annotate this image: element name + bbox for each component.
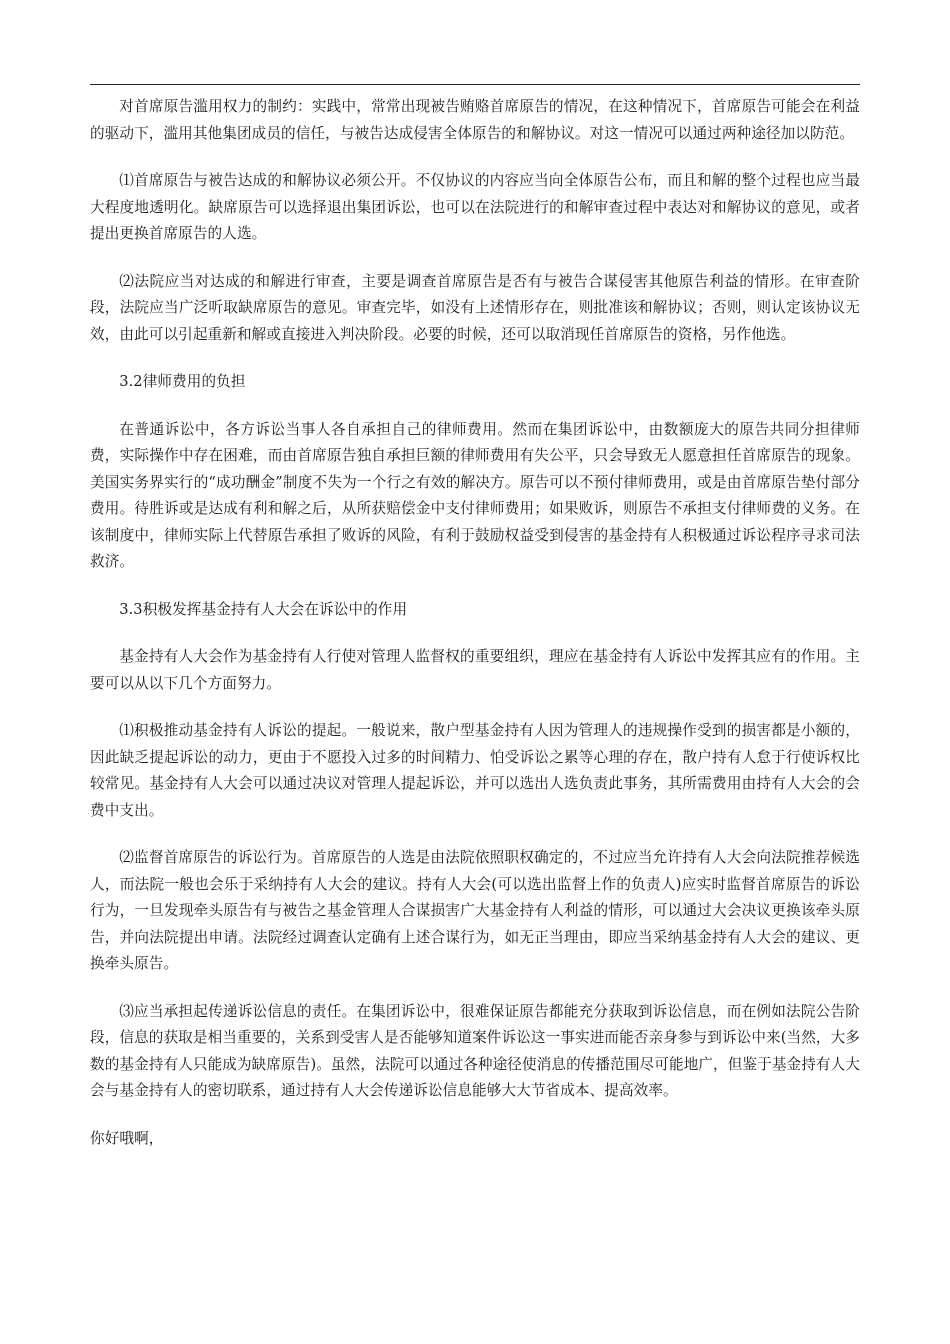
paragraph-lead-plaintiff-abuse: 对首席原告滥用权力的制约：实践中，常常出现被告贿赂首席原告的情况，在这种情况下，首席原告可能会在利益的驱动下，滥用其他集团成员的信任，与被告达成侵害全体原告的和解协议。对这一情况可以通过两种途径加以防范。 (90, 98, 860, 142)
section-heading-3-2: 3.2律师费用的负担 (119, 373, 246, 390)
paragraph-attorney-fees: 在普通诉讼中，各方诉讼当事人各自承担自己的律师费用。然而在集团诉讼中，由数额庞大的原告共同分担律师费，实际操作中存在困难，而由首席原告独自承担巨额的律师费用有失公平，只会导致无人愿意担任首席原告的现象。美国实务界实行的“成功酬金”制度不失为一个行之有效的解决方。原告可以不预付律师费用，或是由首席原告垫付部分费用。待胜诉或是达成有利和解之后，从所获赔偿金中支付律师费用；如果败诉，则原告不承担支付律师费的义务。在该制度中，律师实际上代替原告承担了败诉的风险，有利于鼓励权益受到侵害的基金持有人积极通过诉讼程序寻求司法救济。 (90, 420, 860, 570)
paragraph-holders-meeting-intro: 基金持有人大会作为基金持有人行使对管理人监督权的重要组织，理应在基金持有人诉讼中发挥其应有的作用。主要可以从以下几个方面努力。 (90, 648, 860, 692)
paragraph-supervise-lead-plaintiff: ⑵监督首席原告的诉讼行为。首席原告的人选是由法院依照职权确定的，不过应当允许持有人大会向法院推荐候选人，而法院一般也会乐于采纳持有人大会的建议。持有人大会(可以选出监督上作的负责人)应实时监督首席原告的诉讼行为，一旦发现牵头原告有与被告之基金管理人合谋损害广大基金持有人利益的情形，可以通过大会决议更换该牵头原告，并向法院提出申请。法院经过调查认定确有上述合谋行为，如无正当理由，即应当采纳基金持有人大会的建议、更换牵头原告。 (90, 849, 860, 972)
paragraph-court-review: ⑵法院应当对达成的和解进行审查，主要是调查首席原告是否有与被告合谋侵害其他原告利益的情形。在审查阶段，法院应当广泛听取缺席原告的意见。审查完毕，如没有上述情形存在，则批准该和解协议；否则，则认定该协议无效，由此可以引起重新和解或直接进入判决阶段。必要的时候，还可以取消现任首席原告的资格，另作他选。 (90, 272, 860, 343)
closing-line: 你好哦啊， (90, 1129, 164, 1147)
paragraph-promote-litigation: ⑴积极推动基金持有人诉讼的提起。一般说来，散户型基金持有人因为管理人的违规操作受到的损害都是小额的，因此缺乏提起诉讼的动力，更由于不愿投入过多的时间精力、怕受诉讼之累等心理的存在，散户持有人怠于行使诉权比较常见。基金持有人大会可以通过决议对管理人提起诉讼，并可以选出人选负责此事务，其所需费用由持有人大会的会费中支出。 (90, 722, 860, 819)
paragraph-settlement-disclosure: ⑴首席原告与被告达成的和解协议必须公开。不仅协议的内容应当向全体原告公布，而且和解的整个过程也应当最大程度地透明化。缺席原告可以选择退出集团诉讼，也可以在法院进行的和解审查过程中表达对和解协议的意见，或者提出更换首席原告的人选。 (90, 172, 860, 242)
document-body (90, 94, 860, 1152)
header-rule (90, 84, 860, 85)
section-heading-3-3: 3.3积极发挥基金持有人大会在诉讼中的作用 (119, 600, 408, 618)
paragraph-transmit-information: ⑶应当承担起传递诉讼信息的责任。在集团诉讼中，很难保证原告都能充分获取到诉讼信息，而在例如法院公告阶段，信息的获取是相当重要的，关系到受害人是否能够知道案件诉讼这一事实进而能否亲身参与到诉讼中来(当然，大多数的基金持有人只能成为缺席原告)。虽然，法院可以通过各种途径使消息的传播范围尽可能地广，但鉴于基金持有人大会与基金持有人的密切联系，通过持有人大会传递诉讼信息能够大大节省成本、提高效率。 (90, 1002, 860, 1099)
